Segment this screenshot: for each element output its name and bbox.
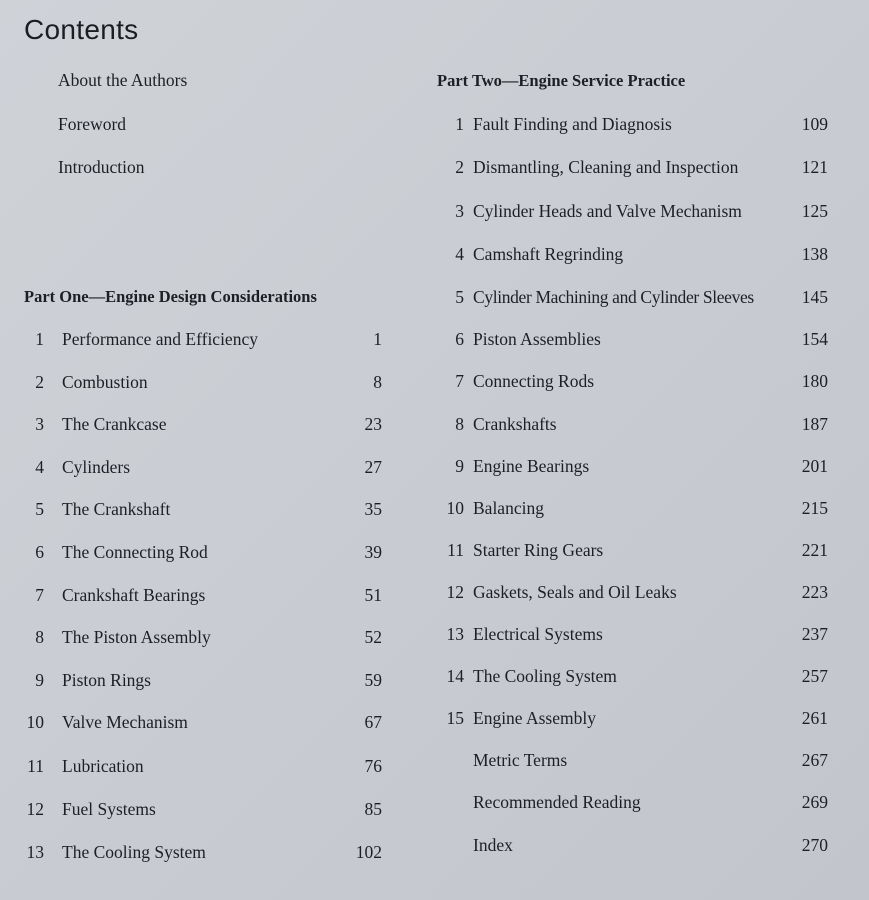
- page-number: 187: [801, 414, 828, 434]
- page-number: 1: [373, 329, 382, 349]
- chapter-number: 13: [446, 624, 464, 644]
- page-number: 154: [801, 329, 828, 349]
- chapter-number: 14: [446, 666, 464, 686]
- page-number: 221: [801, 540, 828, 560]
- chapter-title: Balancing: [473, 498, 544, 518]
- page-number: 109: [801, 114, 828, 134]
- page-number: 223: [801, 582, 828, 602]
- chapter-number: 10: [446, 498, 464, 518]
- chapter-number: 8: [35, 627, 44, 647]
- chapter-title: The Crankcase: [62, 414, 167, 434]
- page-number: 269: [801, 792, 828, 812]
- chapter-number: 2: [455, 157, 464, 177]
- back-matter-title: Recommended Reading: [473, 792, 641, 812]
- chapter-title: Cylinder Machining and Cylinder Sleeves: [473, 287, 754, 307]
- page-number: 270: [801, 835, 828, 855]
- chapter-title: Connecting Rods: [473, 371, 595, 391]
- chapter-number: 3: [455, 201, 464, 221]
- chapter-title: Gaskets, Seals and Oil Leaks: [473, 582, 677, 602]
- chapter-number: 7: [455, 371, 464, 391]
- page-number: 35: [364, 499, 382, 519]
- chapter-title: Lubrication: [62, 756, 144, 776]
- chapter-title: The Cooling System: [62, 842, 206, 862]
- chapter-number: 8: [455, 414, 464, 434]
- chapter-title: Piston Rings: [62, 670, 151, 690]
- chapter-title: The Piston Assembly: [62, 627, 211, 647]
- chapter-title: Valve Mechanism: [62, 712, 188, 732]
- chapter-title: Electrical Systems: [473, 624, 603, 644]
- page-number: 85: [364, 799, 382, 819]
- chapter-number: 11: [27, 756, 44, 776]
- chapter-title: The Cooling System: [473, 666, 617, 686]
- page-number: 267: [801, 750, 828, 770]
- page-number: 67: [364, 712, 382, 732]
- chapter-number: 1: [35, 329, 44, 349]
- part-two-heading: Part Two—Engine Service Practice: [437, 71, 686, 90]
- chapter-title: Engine Assembly: [473, 708, 596, 728]
- chapter-number: 6: [35, 542, 44, 562]
- chapter-number: 7: [35, 585, 44, 605]
- page-number: 52: [364, 627, 382, 647]
- chapter-number: 3: [35, 414, 44, 434]
- part-one-heading: Part One—Engine Design Considerations: [24, 287, 317, 306]
- chapter-number: 11: [447, 540, 464, 560]
- page-number: 23: [364, 414, 382, 434]
- page-number: 27: [364, 457, 382, 477]
- chapter-title: Cylinder Heads and Valve Mechanism: [473, 201, 742, 221]
- chapter-title: Performance and Efficiency: [62, 329, 258, 349]
- chapter-number: 9: [455, 456, 464, 476]
- back-matter-title: Metric Terms: [473, 750, 568, 770]
- page-number: 39: [364, 542, 382, 562]
- chapter-title: Engine Bearings: [473, 456, 590, 476]
- page-number: 121: [801, 157, 828, 177]
- chapter-title: Fault Finding and Diagnosis: [473, 114, 672, 134]
- back-matter-title: Index: [473, 835, 513, 855]
- chapter-number: 5: [455, 287, 464, 307]
- page-number: 180: [801, 371, 828, 391]
- page-number: 102: [355, 842, 382, 862]
- chapter-title: Cylinders: [62, 457, 131, 477]
- page-number: 237: [801, 624, 828, 644]
- chapter-number: 4: [455, 244, 464, 264]
- page-number: 201: [801, 456, 828, 476]
- chapter-title: Dismantling, Cleaning and Inspection: [473, 157, 739, 177]
- page-number: 76: [364, 756, 382, 776]
- chapter-number: 6: [455, 329, 464, 349]
- chapter-title: Crankshaft Bearings: [62, 585, 206, 605]
- page-title: Contents: [24, 14, 139, 45]
- chapter-title: Piston Assemblies: [473, 329, 601, 349]
- page-number: 215: [801, 498, 828, 518]
- chapter-title: Camshaft Regrinding: [473, 244, 624, 264]
- chapter-number: 5: [35, 499, 44, 519]
- chapter-number: 4: [35, 457, 44, 477]
- chapter-number: 13: [26, 842, 44, 862]
- page-number: 261: [801, 708, 828, 728]
- chapter-title: Combustion: [62, 372, 148, 392]
- page-number: 138: [801, 244, 828, 264]
- chapter-number: 12: [26, 799, 44, 819]
- chapter-title: The Connecting Rod: [62, 542, 208, 562]
- chapter-title: Starter Ring Gears: [473, 540, 604, 560]
- page-number: 257: [801, 666, 828, 686]
- chapter-number: 12: [446, 582, 464, 602]
- page-number: 59: [364, 670, 382, 690]
- chapter-number: 1: [455, 114, 464, 134]
- chapter-number: 15: [446, 708, 464, 728]
- chapter-number: 10: [26, 712, 44, 732]
- chapter-title: Fuel Systems: [62, 799, 156, 819]
- chapter-number: 9: [35, 670, 44, 690]
- page-number: 125: [801, 201, 828, 221]
- front-matter-title: Introduction: [58, 157, 145, 177]
- chapter-title: The Crankshaft: [62, 499, 171, 519]
- chapter-title: Crankshafts: [473, 414, 557, 434]
- chapter-number: 2: [35, 372, 44, 392]
- page-number: 51: [364, 585, 382, 605]
- front-matter-title: About the Authors: [58, 70, 188, 90]
- page-number: 8: [373, 372, 382, 392]
- page-number: 145: [801, 287, 828, 307]
- front-matter-title: Foreword: [58, 114, 127, 134]
